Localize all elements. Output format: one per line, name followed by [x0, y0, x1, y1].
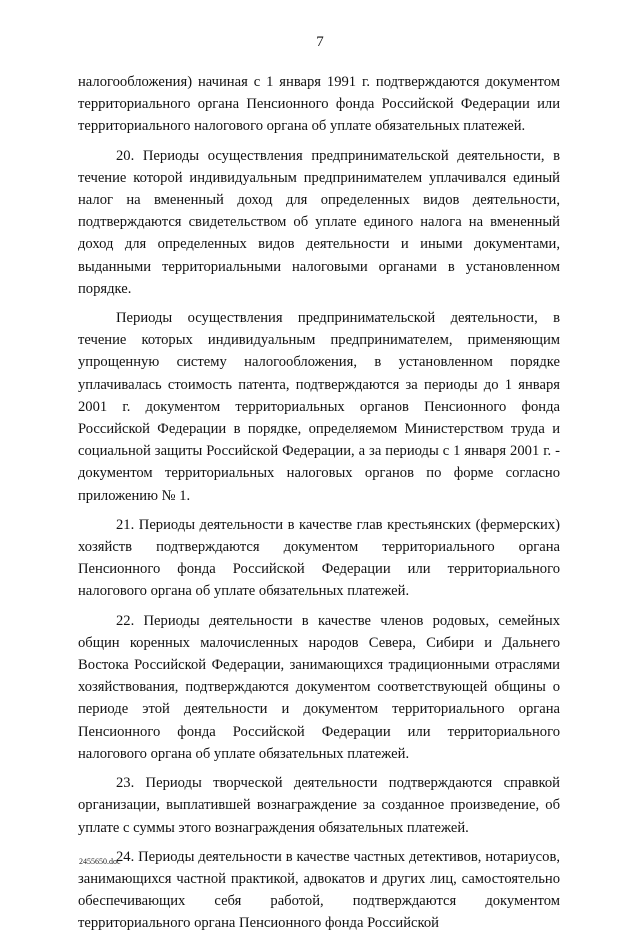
paragraph-continuation: налогообложения) начиная с 1 января 1991 г. подтверждаются документом территориального органа Пенсионного фонда Российской Федерации или территориального налогового органа об уплате обязательных платежей.: [78, 74, 560, 135]
document-body: [78, 71, 560, 942]
footer-filename: 2455650.doc: [79, 857, 121, 866]
paragraph-item-22: 22. Периоды деятельности в качестве членов родовых, семейных общин коренных малочисленных народов Севера, Сибири и Дальнего Востока Российской Федерации, занимающихся традиционными отраслями хозяйствования, подтверждаются документом соответствующей общины о периоде этой деятельности и документом территориального органа Пенсионного фонда Российской Федерации или территориального налогового органа об уплате обязательных платежей.: [78, 612, 560, 762]
paragraph-patent-periods: Периоды осуществления предпринимательской деятельности, в течение которых индивидуальным предпринимателем, применяющим упрощенную систему налогообложения, в установленном порядке уплачивалась стоимость патента, подтверждаются за периоды до 1 января 2001 г. документом территориальных органов Пенсионного фонда Российской Федерации в порядке, определяемом Министерством труда и социальной защиты Российской Федерации, а за периоды с 1 января 2001 г. - документом территориальных налоговых органов по форме согласно приложению № 1.: [78, 310, 560, 504]
paragraph-item-20: 20. Периоды осуществления предпринимательской деятельности, в течение которой индивидуальным предпринимателем уплачивался единый налог на вмененный доход для определенных видов деятельности, подтверждаются свидетельством об уплате единого налога на вмененный доход для определенных видов деятельности и иными документами, выданными территориальными налоговыми органами в установленном порядке.: [78, 147, 560, 297]
paragraph-item-24: 24. Периоды деятельности в качестве частных детективов, нотариусов, занимающихся частной практикой, адвокатов и других лиц, самостоятельно обеспечивающих себя работой, подтверждаются документом территориального органа Пенсионного фонда Российской: [78, 848, 560, 932]
paragraph-item-23: 23. Периоды творческой деятельности подтверждаются справкой организации, выплатившей вознаграждение за созданное произведение, об уплате с суммы этого вознаграждения обязательных платежей.: [78, 775, 560, 836]
paragraph-item-21: 21. Периоды деятельности в качестве глав крестьянских (фермерских) хозяйств подтверждаются документом территориального органа Пенсионного фонда Российской Федерации или территориального налогового органа об уплате обязательных платежей.: [78, 516, 560, 600]
page-number: 7: [316, 34, 324, 50]
